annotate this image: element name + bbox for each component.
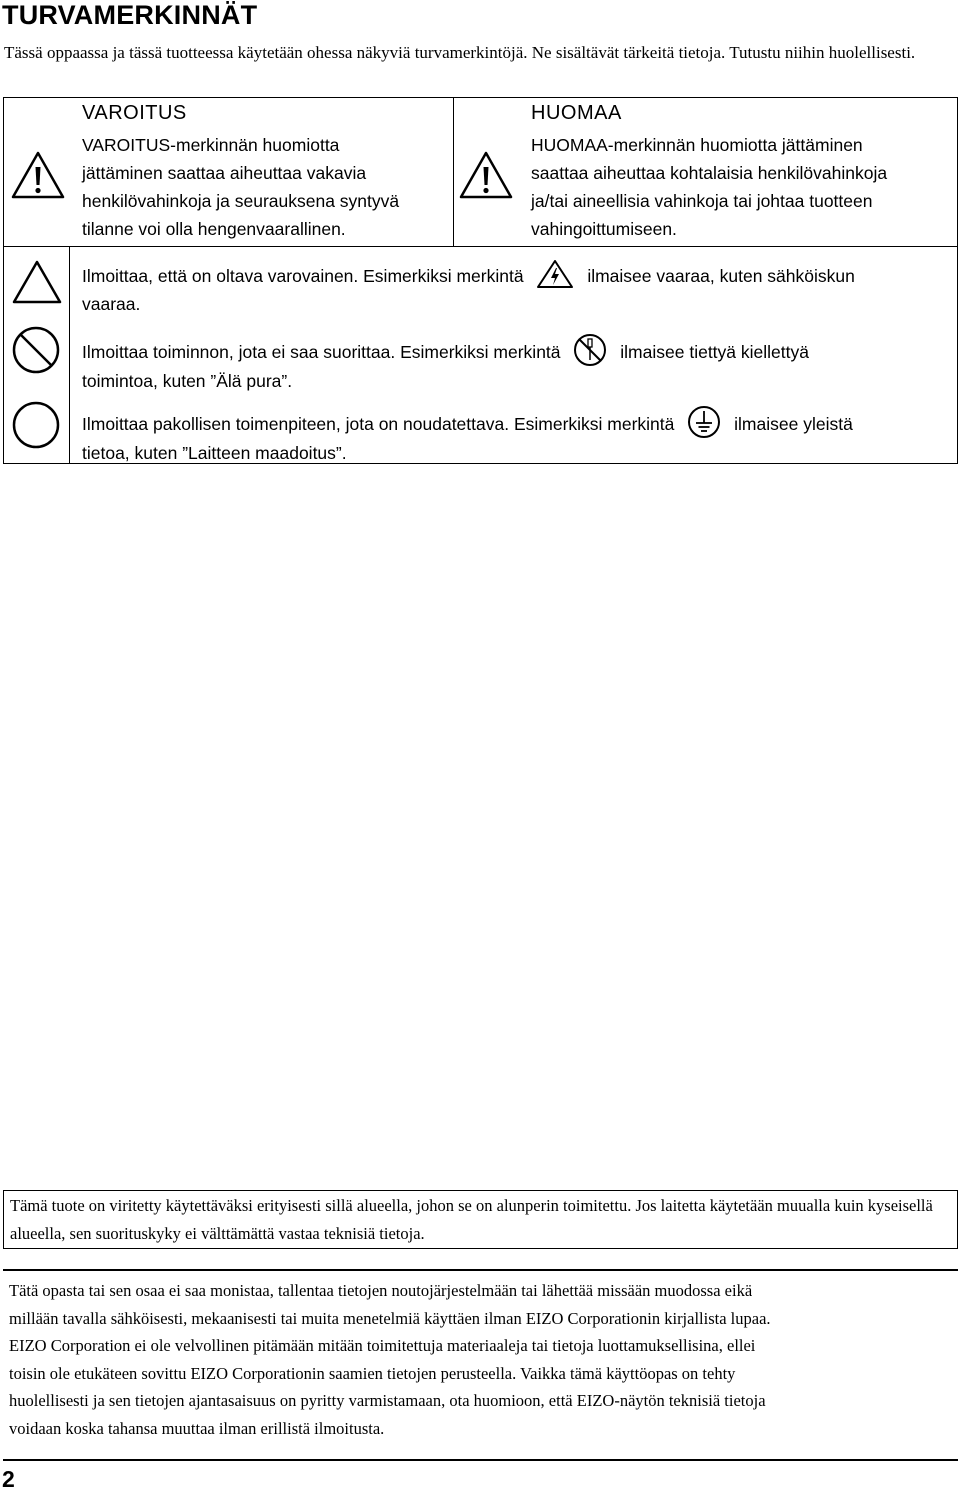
page-title: TURVAMERKINNÄT — [2, 0, 258, 30]
huomaa-line: HUOMAA-merkinnän huomiotta jättäminen — [531, 135, 863, 155]
table-divider — [69, 246, 70, 464]
symbol-prohibition-text: toimintoa, kuten ”Älä pura”. — [82, 371, 293, 391]
symbol-caution-text: vaaraa. — [82, 294, 141, 314]
copyright-line: Tätä opasta tai sen osaa ei saa monistaa, tallentaa tietojen noutojärjestelmään tai lähettää missään muodossa eikä — [9, 1281, 753, 1300]
caution-triangle-icon — [11, 259, 63, 305]
huomaa-line: saattaa aiheuttaa kohtalaisia henkilövahinkoja — [531, 163, 888, 183]
symbol-caution-text: ilmaisee vaaraa, kuten sähköiskun — [587, 266, 855, 286]
copyright-rule — [3, 1269, 958, 1271]
caution-triangle-icon — [458, 150, 514, 200]
symbol-row-prohibition — [82, 333, 952, 395]
varoitus-line: henkilövahinkoja ja seurauksena syntyvä — [82, 191, 400, 211]
symbol-caution-text: Ilmoittaa, että on oltava varovainen. Esimerkiksi merkintä — [82, 266, 524, 286]
varoitus-line: VAROITUS-merkinnän huomiotta — [82, 135, 340, 155]
table-divider — [3, 246, 958, 247]
warning-triangle-icon — [10, 150, 66, 200]
intro-text: Tässä oppaassa ja tässä tuotteessa käytetään ohessa näkyviä turvamerkintöjä. Ne sisältävät tärkeitä tietoja. Tutustu niihin huolellisesti. — [4, 43, 916, 62]
copyright-line: huolellisesti ja sen tietojen ajantasaisuus on pyritty varmistamaan, ota huomioon, että EIZO-näytön teknisiä tietoja — [9, 1391, 766, 1410]
varoitus-line: tilanne voi olla hengenvaarallinen. — [82, 219, 346, 239]
copyright-line: millään tavalla sähköisesti, mekaanisesti tai muita menetelmiä käyttäen ilman EIZO Corporationin kirjallista lupaa. — [9, 1308, 771, 1328]
mandatory-circle-icon — [11, 400, 61, 450]
copyright-text — [9, 1277, 954, 1442]
prohibition-circle-icon — [11, 325, 61, 375]
copyright-line: EIZO Corporation ei ole velvollinen pitämään mitään toimitettuja materiaaleja tai tietoja luottamuksellisina, ellei — [9, 1336, 756, 1355]
huomaa-heading: HUOMAA — [531, 102, 622, 124]
symbol-prohibition-text: Ilmoittaa toiminnon, jota ei saa suorittaa. Esimerkiksi merkintä — [82, 342, 561, 362]
varoitus-text — [82, 131, 452, 243]
symbol-mandatory-text: tietoa, kuten ”Laitteen maadoitus”. — [82, 443, 347, 463]
symbol-prohibition-text: ilmaisee tiettyä kiellettyä — [620, 342, 809, 362]
copyright-line: voidaan koska tahansa muuttaa ilman erillistä ilmoitusta. — [9, 1418, 385, 1438]
ground-icon — [687, 405, 721, 439]
symbol-mandatory-text: ilmaisee yleistä — [734, 414, 853, 434]
region-notice-text: Tämä tuote on viritetty käytettäväksi erityisesti sillä alueella, johon se on alunperin toimitettu. Jos laitetta käytetään muualla kuin kyseisellä alueella, sen suorituskyky ei välttämättä vastaa teknisiä tietoja. — [10, 1196, 933, 1243]
varoitus-line: jättäminen saattaa aiheuttaa vakavia — [82, 163, 367, 183]
huomaa-line: vahingoittumiseen. — [531, 219, 677, 239]
footer-rule — [3, 1459, 958, 1461]
symbol-mandatory-text: Ilmoittaa pakollisen toimenpiteen, jota on noudatettava. Esimerkiksi merkintä — [82, 414, 675, 434]
varoitus-heading: VAROITUS — [82, 102, 187, 124]
symbol-row-caution — [82, 259, 952, 318]
copyright-line: toisin ole etukäteen sovittu EIZO Corporationin saamien tietojen perusteella. Vaikka tämä käyttöopas on tehty — [9, 1363, 736, 1383]
page-number: 2 — [2, 1466, 15, 1492]
huomaa-line: ja/tai aineellisia vahinkoja tai johtaa tuotteen — [531, 191, 873, 211]
electric-shock-icon — [536, 259, 574, 289]
symbol-row-mandatory — [82, 405, 952, 467]
huomaa-text — [531, 131, 956, 243]
no-disassembly-icon — [573, 333, 607, 367]
table-divider — [453, 97, 454, 247]
